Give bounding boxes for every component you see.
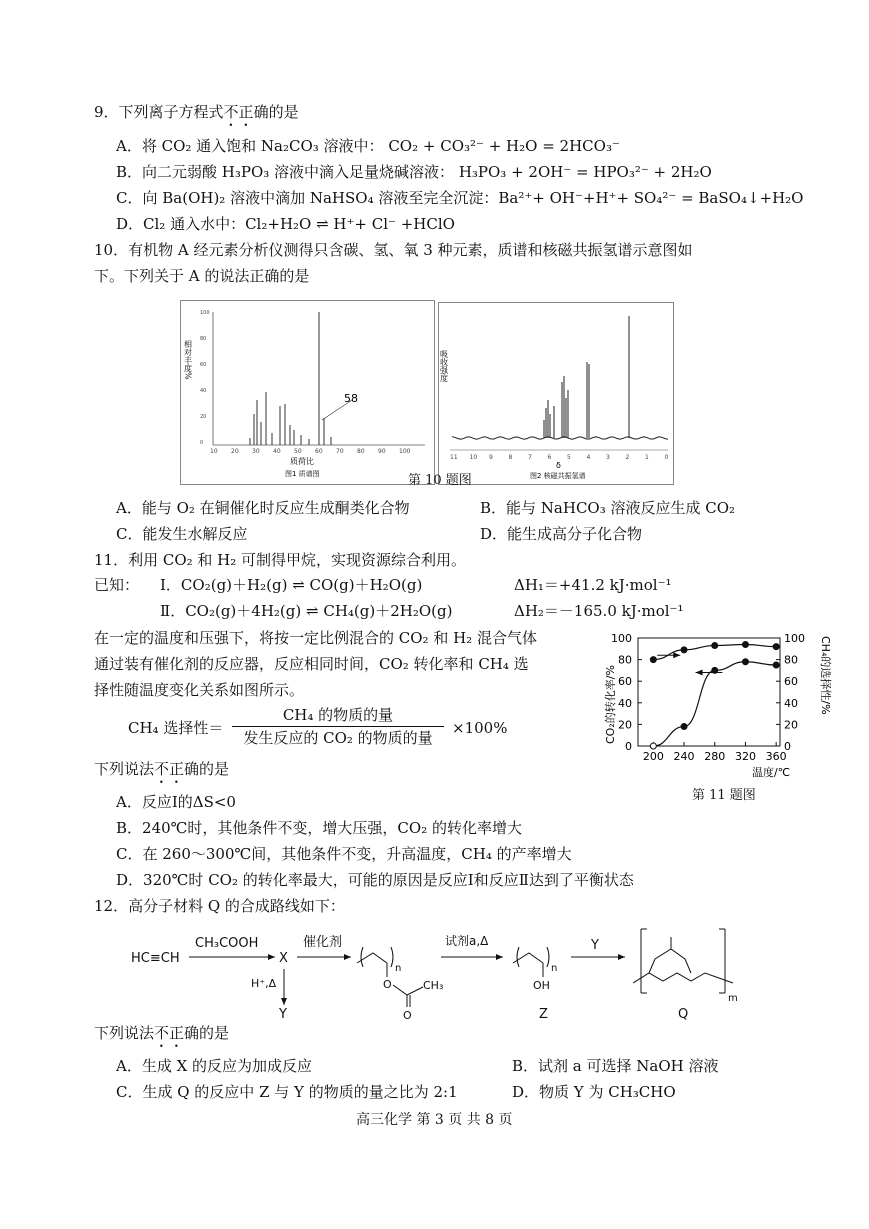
ms-xtick-label: 90 <box>378 448 386 455</box>
ms-ytick-label: 20 <box>200 414 207 420</box>
chart-left-ytick-label: 20 <box>618 718 632 732</box>
chart-co2-point <box>742 659 748 665</box>
q11-option-a: A．反应Ⅰ的ΔS<0 <box>116 793 236 811</box>
chart-xtick-label: 360 <box>765 750 787 763</box>
q10-stem-line2: 下。下列关于 A 的说法正确的是 <box>94 267 310 285</box>
chart-co2-point <box>650 743 656 749</box>
mass-spectrum-figure <box>180 300 435 485</box>
q12-option-a: A．生成 X 的反应为加成反应 <box>116 1057 313 1075</box>
scheme-n1: n <box>395 963 402 974</box>
nmr-xtick-label: 7 <box>528 454 532 461</box>
q11-figure-title: 第 11 题图 <box>692 788 756 803</box>
ms-xtick-label: 100 <box>399 448 411 455</box>
scheme-oh: OH <box>533 979 550 992</box>
fraction-bar <box>232 726 444 727</box>
chart-ch4-point <box>712 643 718 649</box>
q11-reaction-1: Ⅰ．CO₂(g)＋H₂(g) ⇌ CO(g)＋H₂O(g) <box>160 576 423 594</box>
scheme-m: m <box>728 993 738 1004</box>
q10-option-b: B．能与 NaHCO₃ 溶液反应生成 CO₂ <box>480 499 736 517</box>
page-footer: 高三化学 第 3 页 共 8 页 <box>356 1112 513 1128</box>
nmr-xtick-label: 2 <box>625 454 630 461</box>
nmr-xtick-label: 5 <box>567 454 571 461</box>
chart-left-ylabel: CO₂的转化率/% <box>604 665 617 744</box>
chart-xtick-label: 200 <box>642 750 664 763</box>
chart-left-ytick-label: 60 <box>618 675 632 689</box>
nmr-xlabel: δ <box>556 461 561 470</box>
chart-left-ytick-label: 0 <box>625 740 632 753</box>
nmr-caption: 图2 核磁共振氢谱 <box>530 472 586 480</box>
ms-ytick-label: 0 <box>200 440 204 446</box>
chart-ch4-point <box>773 644 779 650</box>
scheme-z: Z <box>539 1007 548 1021</box>
ms-caption: 图1 质谱图 <box>285 470 320 478</box>
nmr-xtick-label: 11 <box>450 454 458 461</box>
q12-option-c: C．生成 Q 的反应中 Z 与 Y 的物质的量之比为 2:1 <box>116 1083 458 1101</box>
q11-selectivity-denominator: 发生反应的 CO₂ 的物质的量 <box>243 729 433 747</box>
nmr-xtick-label: 4 <box>586 454 591 461</box>
chart-right-ytick-label: 100 <box>784 632 805 645</box>
chart-right-axis-arrowhead <box>673 652 680 658</box>
nmr-xtick-label: 1 <box>645 454 649 461</box>
nmr-ylabel: 吸收强度 <box>439 350 449 382</box>
q12-synthesis-scheme <box>125 925 745 1021</box>
ms-ytick-label: 40 <box>200 388 207 394</box>
chart-frame <box>638 638 780 746</box>
scheme-acetic-acid: CH₃COOH <box>195 936 259 951</box>
ms-xtick-label: 20 <box>231 448 239 455</box>
chart-right-ytick-label: 0 <box>784 740 791 753</box>
chart-left-axis-arrowhead <box>696 670 703 676</box>
chart-xtick-label: 280 <box>704 750 726 763</box>
q12-option-d: D．物质 Y 为 CH₃CHO <box>512 1083 676 1101</box>
q11-reaction-2: Ⅱ．CO₂(g)＋4H₂(g) ⇌ CH₄(g)＋2H₂O(g) <box>160 602 453 620</box>
ms-xtick-label: 40 <box>273 448 281 455</box>
scheme-x: X <box>279 951 288 966</box>
chart-right-ytick-label: 80 <box>784 653 798 667</box>
nmr-xtick-label: 6 <box>547 454 552 461</box>
q9-option-d: D．Cl₂ 通入水中：Cl₂+H₂O ⇌ H⁺+ Cl⁻ +HClO <box>116 215 455 233</box>
q11-para-2: 通过装有催化剂的反应器，反应相同时间，CO₂ 转化率和 CH₄ 选 <box>94 655 529 673</box>
chart-left-ytick-label: 40 <box>618 696 632 710</box>
nmr-xtick-label: 0 <box>664 454 669 461</box>
ms-xtick-label: 50 <box>294 448 302 455</box>
scheme-carbonyl-o: O <box>403 1009 412 1021</box>
chart-right-ytick-label: 40 <box>784 696 798 710</box>
ms-xtick-label: 30 <box>252 448 260 455</box>
q11-chart <box>596 626 836 788</box>
ms-xtick-label: 10 <box>210 448 218 455</box>
q11-para-3: 择性随温度变化关系如图所示。 <box>94 681 305 699</box>
q11-option-d: D．320℃时 CO₂ 的转化率最大，可能的原因是反应Ⅰ和反应Ⅱ达到了平衡状态 <box>116 871 634 889</box>
q10-option-a: A．能与 O₂ 在铜催化时反应生成酮类化合物 <box>116 499 410 517</box>
scheme-y-hydrolysis: Y <box>279 1007 287 1021</box>
nmr-xtick-label: 3 <box>606 454 610 461</box>
q9-option-a: A．将 CO₂ 通入饱和 Na₂CO₃ 溶液中： CO₂ + CO₃²⁻ + H₂O = 2HCO₃⁻ <box>116 137 620 155</box>
scheme-catalyst: 催化剂 <box>303 935 343 950</box>
scheme-reagent-a: 试剂a,Δ <box>445 934 489 948</box>
scheme-ester-o: O <box>383 978 392 991</box>
chart-left-ytick-label: 100 <box>611 632 632 645</box>
scheme-q: Q <box>678 1007 689 1021</box>
chart-right-ylabel: CH₄的选择性/% <box>819 636 832 715</box>
chart-ch4-point <box>681 647 687 653</box>
q11-known: 已知： <box>94 576 140 594</box>
q11-option-b: B．240℃时，其他条件不变，增大压强，CO₂ 的转化率增大 <box>116 819 522 837</box>
chart-right-ytick-label: 60 <box>784 675 798 689</box>
nmr-xtick-label: 10 <box>469 454 478 461</box>
q11-stem: 11．利用 CO₂ 和 H₂ 可制得甲烷，实现资源综合利用。 <box>94 551 467 569</box>
q11-para-1: 在一定的温度和压强下，将按一定比例混合的 CO₂ 和 H₂ 混合气体 <box>94 629 537 647</box>
chart-ch4-point <box>650 657 656 663</box>
chart-xtick-label: 240 <box>673 750 695 763</box>
nmr-xtick-label: 9 <box>489 454 493 461</box>
ms-ylabel: 相对丰度% <box>183 340 193 380</box>
q11-selectivity-lhs: CH₄ 选择性＝ <box>128 719 224 737</box>
q11-reaction-2-dh: ΔH₂＝－165.0 kJ·mol⁻¹ <box>514 602 684 620</box>
q11-reaction-1-dh: ΔH₁＝+41.2 kJ·mol⁻¹ <box>514 576 672 594</box>
q10-stem-line1: 10．有机物 A 经元素分析仪测得只含碳、氢、氧 3 种元素，质谱和核磁共振氢谱示意图如 <box>94 241 693 259</box>
ms-xtick-label: 60 <box>315 448 323 455</box>
q11-ask: 下列说法不正确的是 <box>94 760 230 778</box>
chart-left-ytick-label: 80 <box>618 653 632 667</box>
ms-xtick-label: 80 <box>357 448 365 455</box>
ms-xlabel: 质荷比 <box>290 457 314 466</box>
chart-xtick-label: 320 <box>734 750 756 763</box>
q9-option-b: B．向二元弱酸 H₃PO₃ 溶液中滴入足量烧碱溶液： H₃PO₃ + 2OH⁻ = HPO₃²⁻ + 2H₂O <box>116 163 712 181</box>
q12-ask: 下列说法不正确的是 <box>94 1024 230 1042</box>
q12-option-b: B．试剂 a 可选择 NaOH 溶液 <box>512 1057 719 1075</box>
chart-co2-conversion-line <box>653 662 776 746</box>
scheme-n2: n <box>551 963 558 974</box>
scheme-ch3: CH₃ <box>423 979 444 992</box>
chart-right-ytick-label: 20 <box>784 718 798 732</box>
q12-stem: 12．高分子材料 Q 的合成路线如下： <box>94 897 345 915</box>
chart-ch4-point <box>742 641 748 647</box>
ms-ytick-label: 60 <box>200 362 207 368</box>
q11-selectivity-rhs: ×100% <box>452 719 508 737</box>
q11-selectivity-fraction <box>232 705 444 748</box>
q10-figure-title: 第 10 题图 <box>408 473 472 488</box>
q11-option-c: C．在 260～300℃间，其他条件不变，升高温度，CH₄ 的产率增大 <box>116 845 572 863</box>
ms-annotation-58: 58 <box>344 392 358 405</box>
ms-ytick-label: 80 <box>200 336 207 342</box>
nmr-xtick-label: 8 <box>508 454 513 461</box>
chart-co2-point <box>681 724 687 730</box>
q10-option-d: D．能生成高分子化合物 <box>480 525 643 543</box>
q9-option-c: C．向 Ba(OH)₂ 溶液中滴加 NaHSO₄ 溶液至完全沉淀：Ba²⁺+ OH⁻+H⁺+ SO₄²⁻ = BaSO₄↓+H₂O <box>116 189 804 207</box>
chart-co2-point <box>773 662 779 668</box>
ms-xtick-label: 70 <box>336 448 344 455</box>
chart-xlabel: 温度/℃ <box>752 766 791 779</box>
q11-selectivity-numerator: CH₄ 的物质的量 <box>282 706 394 724</box>
nmr-spectrum-figure <box>438 302 674 485</box>
scheme-h-plus-heat: H⁺,Δ <box>251 977 277 990</box>
ms-ytick-label: 100 <box>200 310 210 316</box>
scheme-acetylene: HC≡CH <box>131 951 180 966</box>
q9-stem: 9．下列离子方程式不正确的是 <box>94 103 299 121</box>
q10-option-c: C．能发生水解反应 <box>116 525 248 543</box>
scheme-y-reagent: Y <box>591 938 599 953</box>
